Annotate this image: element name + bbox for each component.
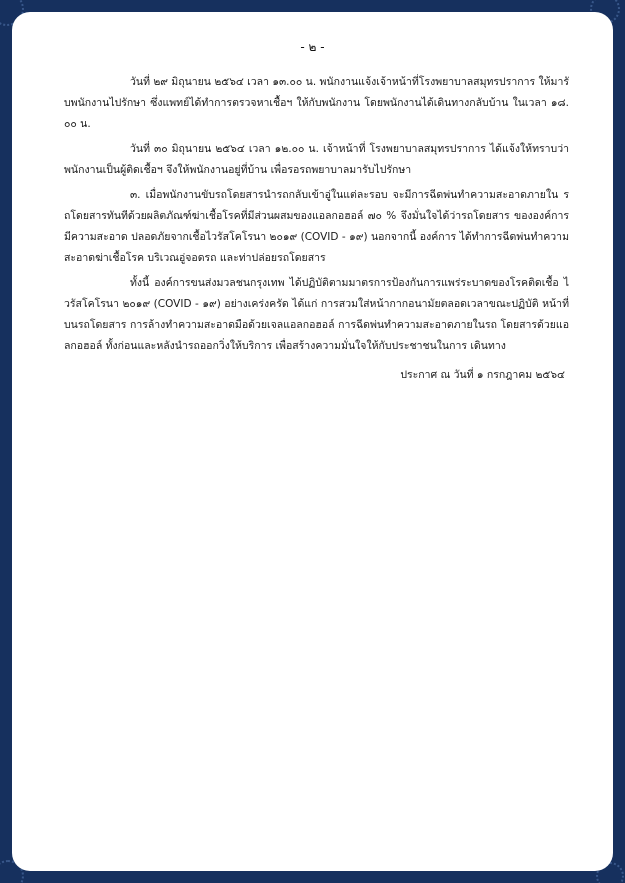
document-page [12,12,613,871]
document-body [64,72,569,386]
page-number: - ๒ - [300,40,325,54]
paragraph-hospital-report: วันที่ ๒๙ มิถุนายน ๒๕๖๔ เวลา ๑๓.๐๐ น. พนักงานแจ้งเจ้าหน้าที่โรงพยาบาลสมุทรปราการ ให้มารับพนักงานไปรักษา ซึ่งแพทย์ได้ทำการตรวจหาเชื้อฯ ให้กับพนักงาน โดยพนักงานได้เดินทางกลับบ้าน ในเวลา ๑๘.๐๐ น. [64,76,569,130]
paragraph-prevention-measures: ทั้งนี้ องค์การขนส่งมวลชนกรุงเทพ ได้ปฏิบัติตามมาตรการป้องกันการแพร่ระบาดของโรคติดเชื้อ ไวรัสโคโรนา ๒๐๑๙ (COVID - ๑๙) อย่างเคร่งครัด ได้แก่ การสวมใส่หน้ากากอนามัยตลอดเวลาขณะปฏิบัติ หน้าที่บนรถโดยสาร การล้างทำความสะอาดมือด้วยเจลแอลกอฮอล์ การฉีดพ่นทำความสะอาดภายในรถ โดยสารด้วยแอลกอฮอล์ ทั้งก่อนและหลังนำรถออกวิ่งให้บริการ เพื่อสร้างความมั่นใจให้กับประชาชนในการ เดินทาง [64,277,569,352]
paragraph-disinfection: ๓. เมื่อพนักงานขับรถโดยสารนำรถกลับเข้าอู่ในแต่ละรอบ จะมีการฉีดพ่นทำความสะอาดภายใน รถโดยสารทันทีด้วยผลิตภัณฑ์ฆ่าเชื้อโรคที่มีส่วนผสมของแอลกอฮอล์ ๗๐ % จึงมั่นใจได้ว่ารถโดยสาร ขององค์การมีความสะอาด ปลอดภัยจากเชื้อไวรัสโคโรนา ๒๐๑๙ (COVID - ๑๙) นอกจากนี้ องค์การ ได้ทำการฉีดพ่นทำความสะอาดฆ่าเชื้อโรค บริเวณอู่จอดรถ และท่าปล่อยรถโดยสาร [64,189,569,264]
announcement-date: ประกาศ ณ วันที่ ๑ กรกฎาคม ๒๕๖๔ [400,369,565,381]
paragraph-infection-notice: วันที่ ๓๐ มิถุนายน ๒๕๖๔ เวลา ๑๒.๐๐ น. เจ้าหน้าที่ โรงพยาบาลสมุทรปราการ ได้แจ้งให้ทราบว่า พนักงานเป็นผู้ติดเชื้อฯ จึงให้พนักงานอยู่ที่บ้าน เพื่อรอรถพยาบาลมารับไปรักษา [64,143,569,176]
